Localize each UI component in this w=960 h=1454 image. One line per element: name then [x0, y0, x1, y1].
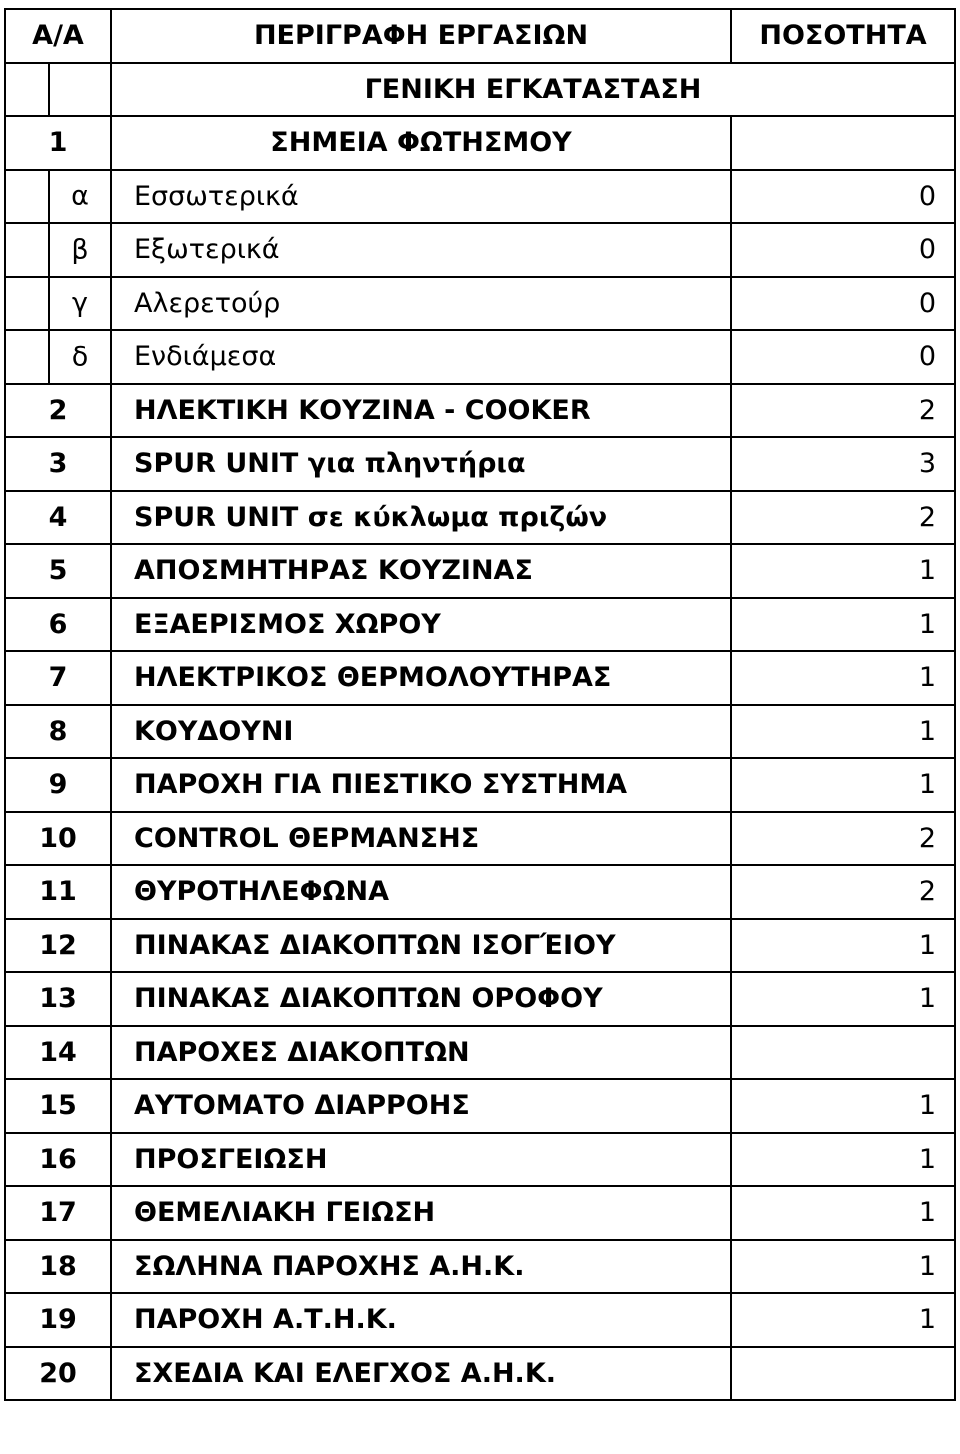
- row-quantity: 2: [731, 812, 955, 866]
- row-number: 6: [5, 598, 111, 652]
- table-row: [5, 758, 955, 812]
- row-description: ΠΙΝΑΚΑΣ ΔΙΑΚΟΠΤΩΝ ΙΣΟΓΈΙΟΥ: [111, 919, 731, 973]
- row-quantity: 1: [731, 705, 955, 759]
- table-row: [5, 598, 955, 652]
- subitem-description: Εξωτερικά: [111, 223, 731, 277]
- row-description: ΑΠΟΣΜΗΤΗΡΑΣ ΚΟΥΖΙΝΑΣ: [111, 544, 731, 598]
- subitem-description: Εσσωτερικά: [111, 170, 731, 224]
- row-description: ΗΛΕΚΤΡΙΚΟΣ ΘΕΡΜΟΛΟΥΤΗΡΑΣ: [111, 651, 731, 705]
- subitem-strip: [6, 331, 50, 383]
- row-description: ΣΩΛΗΝΑ ΠΑΡΟΧΗΣ Α.Η.Κ.: [111, 1240, 731, 1294]
- row-description: ΚΟΥΔΟΥΝΙ: [111, 705, 731, 759]
- row-description: ΠΑΡΟΧΗ Α.Τ.Η.Κ.: [111, 1293, 731, 1347]
- row-description: ΘΕΜΕΛΙΑΚΗ ΓΕΙΩΣΗ: [111, 1186, 731, 1240]
- row-description: ΕΞΑΕΡΙΣΜΟΣ ΧΩΡΟΥ: [111, 598, 731, 652]
- row-quantity: 2: [731, 865, 955, 919]
- row-description: ΣΗΜΕΙΑ ΦΩΤΗΣΜΟΥ: [111, 116, 731, 170]
- table-row: [5, 1240, 955, 1294]
- subitem-quantity: 0: [731, 277, 955, 331]
- row-number: 15: [5, 1079, 111, 1133]
- table-row: [5, 1347, 955, 1401]
- row-quantity: 1: [731, 1293, 955, 1347]
- subitem-letter-cell: [5, 277, 111, 331]
- row-number: 1: [5, 116, 111, 170]
- row-quantity: 1: [731, 651, 955, 705]
- row-quantity: 3: [731, 437, 955, 491]
- subitem-strip: [6, 224, 50, 276]
- table-row: [5, 919, 955, 973]
- subitem-strip: [6, 171, 50, 223]
- row-description: ΠΙΝΑΚΑΣ ΔΙΑΚΟΠΤΩΝ ΟΡΟΦΟΥ: [111, 972, 731, 1026]
- work-items-table: [4, 8, 956, 1401]
- subitem-description: Αλερετούρ: [111, 277, 731, 331]
- row-quantity: 1: [731, 1186, 955, 1240]
- row-number: 19: [5, 1293, 111, 1347]
- table-row: [5, 384, 955, 438]
- row-quantity: 1: [731, 1133, 955, 1187]
- subitem-row: [5, 223, 955, 277]
- table-row: [5, 116, 955, 170]
- row-quantity: 2: [731, 491, 955, 545]
- row-number: 5: [5, 544, 111, 598]
- section-strip: [6, 64, 50, 116]
- table-row: [5, 972, 955, 1026]
- section-title: ΓΕΝΙΚΗ ΕΓΚΑΤΑΣΤΑΣΗ: [111, 63, 955, 117]
- row-number: 8: [5, 705, 111, 759]
- subitem-row: [5, 330, 955, 384]
- row-description: CONTROL ΘΕΡΜΑΝΣΗΣ: [111, 812, 731, 866]
- table-row: [5, 491, 955, 545]
- subitem-row: [5, 277, 955, 331]
- row-quantity: 1: [731, 972, 955, 1026]
- table-row: [5, 1186, 955, 1240]
- subitem-letter-cell: [5, 170, 111, 224]
- section-num-cell: [5, 63, 111, 117]
- row-quantity: 1: [731, 1240, 955, 1294]
- table-row: [5, 437, 955, 491]
- subitem-letter: α: [71, 180, 89, 212]
- subitem-description: Ενδιάμεσα: [111, 330, 731, 384]
- table-row: [5, 812, 955, 866]
- table-row: [5, 651, 955, 705]
- row-quantity: 1: [731, 544, 955, 598]
- header-quantity: ΠΟΣΟΤΗΤΑ: [731, 9, 955, 63]
- row-quantity: 2: [731, 384, 955, 438]
- row-number: 2: [5, 384, 111, 438]
- row-description: ΑΥΤΟΜΑΤΟ ΔΙΑΡΡΟΗΣ: [111, 1079, 731, 1133]
- row-number: 9: [5, 758, 111, 812]
- table-row: [5, 1133, 955, 1187]
- row-number: 3: [5, 437, 111, 491]
- row-number: 7: [5, 651, 111, 705]
- row-number: 11: [5, 865, 111, 919]
- table-row: [5, 1026, 955, 1080]
- section-row: [5, 63, 955, 117]
- table-row: [5, 1293, 955, 1347]
- row-quantity: 1: [731, 598, 955, 652]
- row-description: ΘΥΡΟΤΗΛΕΦΩΝΑ: [111, 865, 731, 919]
- subitem-letter: γ: [72, 287, 88, 319]
- subitem-row: [5, 170, 955, 224]
- header-description: ΠΕΡΙΓΡΑΦΗ ΕΡΓΑΣΙΩΝ: [111, 9, 731, 63]
- row-description: SPUR UNIT σε κύκλωμα πριζών: [111, 491, 731, 545]
- row-quantity: 1: [731, 919, 955, 973]
- row-quantity: 1: [731, 1079, 955, 1133]
- row-number: 12: [5, 919, 111, 973]
- subitem-letter-cell: [5, 330, 111, 384]
- subitem-quantity: 0: [731, 223, 955, 277]
- row-number: 18: [5, 1240, 111, 1294]
- header-num: Α/Α: [5, 9, 111, 63]
- row-number: 17: [5, 1186, 111, 1240]
- row-description: SPUR UNIT για πληντήρια: [111, 437, 731, 491]
- header-row: [5, 9, 955, 63]
- row-number: 10: [5, 812, 111, 866]
- row-number: 14: [5, 1026, 111, 1080]
- row-description: ΠΑΡΟΧΗ ΓΙΑ ΠΙΕΣΤΙΚΟ ΣΥΣΤΗΜΑ: [111, 758, 731, 812]
- row-description: ΠΡΟΣΓΕΙΩΣΗ: [111, 1133, 731, 1187]
- table-row: [5, 865, 955, 919]
- subitem-strip: [6, 278, 50, 330]
- table-row: [5, 1079, 955, 1133]
- row-number: 20: [5, 1347, 111, 1401]
- subitem-letter: β: [71, 234, 89, 266]
- subitem-quantity: 0: [731, 330, 955, 384]
- row-description: ΗΛΕΚΤΙΚΗ ΚΟΥΖΙΝΑ - COOKER: [111, 384, 731, 438]
- row-quantity: [731, 116, 955, 170]
- row-quantity: 1: [731, 758, 955, 812]
- table-row: [5, 705, 955, 759]
- subitem-letter: δ: [71, 341, 89, 373]
- row-description: ΠΑΡΟΧΕΣ ΔΙΑΚΟΠΤΩΝ: [111, 1026, 731, 1080]
- subitem-quantity: 0: [731, 170, 955, 224]
- row-description: ΣΧΕΔΙΑ ΚΑΙ ΕΛΕΓΧΟΣ Α.Η.Κ.: [111, 1347, 731, 1401]
- row-number: 4: [5, 491, 111, 545]
- row-number: 16: [5, 1133, 111, 1187]
- subitem-letter-cell: [5, 223, 111, 277]
- row-number: 13: [5, 972, 111, 1026]
- row-quantity: [731, 1347, 955, 1401]
- table-row: [5, 544, 955, 598]
- row-quantity: [731, 1026, 955, 1080]
